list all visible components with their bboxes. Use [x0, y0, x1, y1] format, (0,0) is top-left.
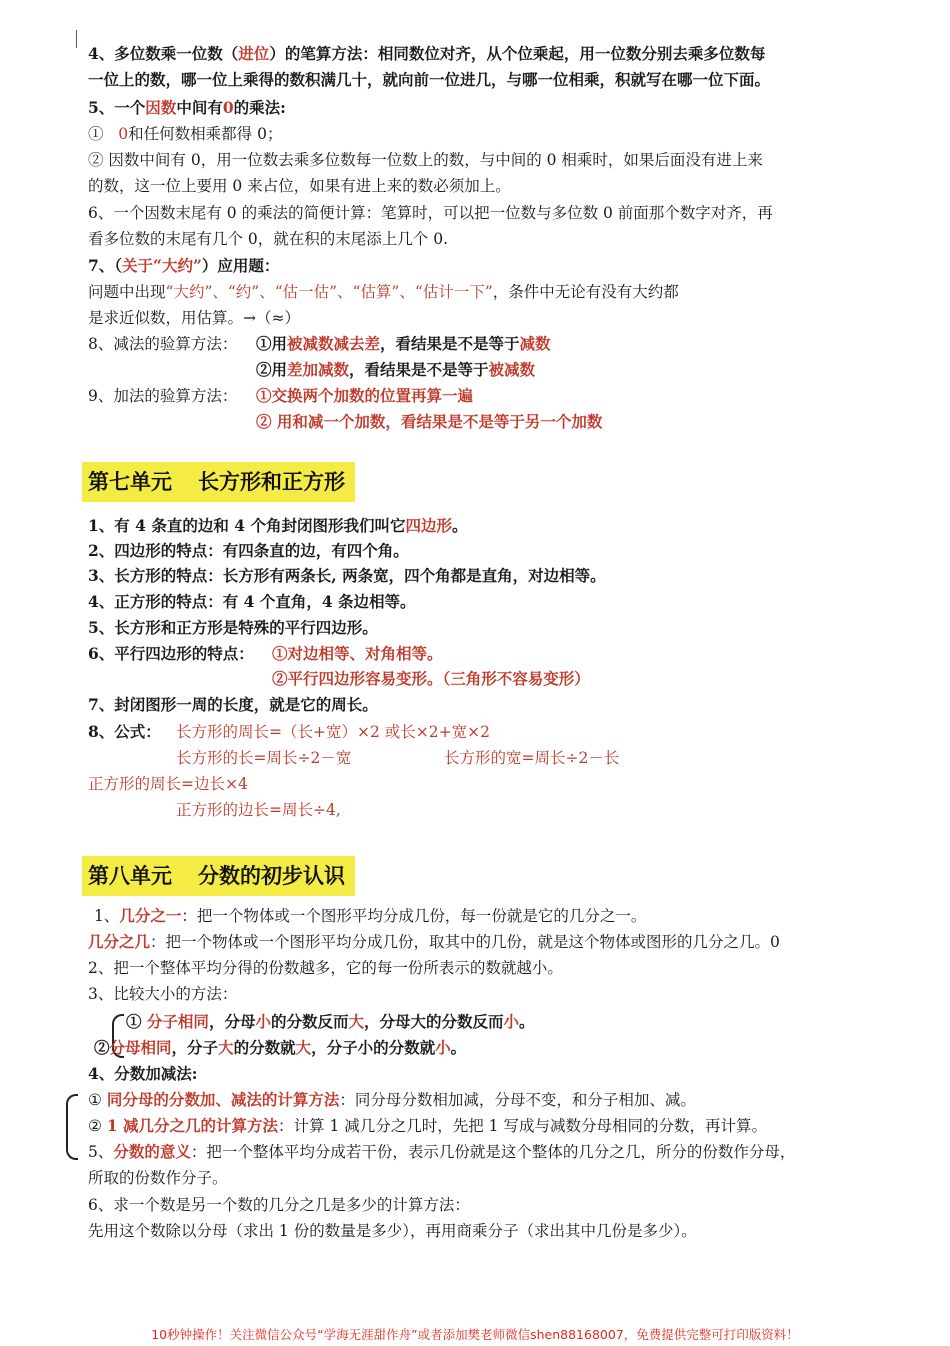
formula-square-perimeter: 正方形的周长=边长×4: [88, 775, 248, 793]
item-6-9-1: ①交换两个加数的位置再算一遍: [256, 386, 474, 405]
unit-7-heading: 第七单元 长方形和正方形: [82, 462, 355, 502]
item-7-2: 2、四边形的特点：有四条直的边，有四个角。: [88, 541, 409, 560]
item-6-7-cont2: 是求近似数，用估算。→（≈）: [88, 309, 300, 327]
item-7-5: 5、长方形和正方形是特殊的平行四边形。: [88, 618, 378, 637]
item-6-9-2: ② 用和减一个加数，看结果是不是等于另一个加数: [256, 412, 603, 431]
item-6-8-1: ①用被减数减去差，看结果是不是等于减数: [256, 334, 551, 353]
item-8-4-2: ② 1 减几分之几的计算方法：计算 1 减几分之几时，先把 1 写成与减数分母相同的分数，再计算。: [88, 1116, 767, 1135]
item-6-5: 5、一个因数中间有0的乘法:: [88, 98, 286, 117]
item-8-1: 1、几分之一：把一个物体或一个图形平均分成几份，每一份就是它的几分之一。: [94, 906, 647, 925]
item-6-4-cont: 一位上的数，哪一位上乘得的数积满几十，就向前一位进几，与哪一位相乘，积就写在哪一位下面。: [88, 70, 771, 89]
unit-8-heading: 第八单元 分数的初步认识: [82, 856, 355, 896]
formula-square-side: 正方形的边长=周长÷4,: [176, 801, 341, 819]
item-6-4: 4、多位数乘一位数（进位）的笔算方法：相同数位对齐，从个位乘起，用一位数分别去乘多位数每: [88, 44, 766, 63]
item-8-3-1: ① 分子相同，分母小的分数反而大，分母大的分数反而小。: [126, 1012, 535, 1031]
item-6-9: 9、加法的验算方法：: [88, 387, 238, 405]
item-7-8: 8、公式：: [88, 722, 161, 741]
item-8-6-cont: 先用这个数除以分母（求出 1 份的数量是多少），再用商乘分子（求出其中几份是多少）。: [88, 1222, 697, 1240]
item-7-3: 3、长方形的特点：长方形有两条长, 两条宽，四个角都是直角，对边相等。: [88, 566, 606, 585]
item-7-6-2: ②平行四边形容易变形。（三角形不容易变形）: [272, 669, 590, 688]
scan-mark: [76, 30, 80, 48]
item-6-6: 6、一个因数末尾有 0 的乘法的简便计算：笔算时，可以把一位数与多位数 0 前面那个数字对齐，再: [88, 204, 773, 222]
item-7-4: 4、正方形的特点：有 4 个直角，4 条边相等。: [88, 592, 416, 611]
item-8-2: 2、把一个整体平均分得的份数越多，它的每一份所表示的数就越小。: [88, 959, 563, 977]
item-8-5: 5、分数的意义：把一个整体平均分成若干份，表示几份就是这个整体的几分之几，所分的份数作分母，: [88, 1142, 796, 1161]
item-6-6-cont: 看多位数的末尾有几个 0，就在积的末尾添上几个 0.: [88, 230, 449, 248]
item-8-4-1: ① 同分母的分数加、减法的计算方法：同分母分数相加减，分母不变，和分子相加、减。: [88, 1090, 696, 1109]
item-8-6: 6、求一个数是另一个数的几分之几是多少的计算方法：: [88, 1196, 470, 1214]
formula-rect-perimeter: 长方形的周长=（长+宽）×2 或长×2+宽×2: [176, 723, 490, 741]
item-7-6: 6、平行四边形的特点：: [88, 644, 254, 663]
item-7-1: 1、有 4 条直的边和 4 个角封闭图形我们叫它四边形。: [88, 516, 468, 535]
item-8-1-cont: 几分之几：把一个物体或一个图形平均分成几份，取其中的几份，就是这个物体或图形的几分之几。0: [88, 932, 780, 951]
item-8-5-cont: 所取的份数作分子。: [88, 1169, 228, 1187]
item-6-5-2-cont: 的数，这一位上要用 0 来占位，如果有进上来的数必须加上。: [88, 177, 511, 195]
bracket-add-sub: [66, 1094, 78, 1160]
item-7-7: 7、封闭图形一周的长度，就是它的周长。: [88, 695, 378, 714]
item-7-6-1: ①对边相等、对角相等。: [272, 644, 443, 663]
item-6-8: 8、减法的验算方法：: [88, 335, 238, 353]
formula-rect-length: 长方形的长=周长÷2－宽: [176, 749, 352, 767]
item-6-8-2: ②用差加减数，看结果是不是等于被减数: [256, 360, 536, 379]
footer-promo-text: 10秒钟操作！关注微信公众号“学海无涯甜作舟”或者添加樊老师微信shen88168007，免费提供完整可打印版资料！: [151, 1327, 799, 1342]
item-8-3: 3、比较大小的方法：: [88, 985, 238, 1003]
item-6-5-1: ① 0和任何数相乘都得 0；: [88, 125, 283, 143]
formula-rect-width: 长方形的宽=周长÷2－长: [444, 749, 620, 767]
item-8-4: 4、分数加减法:: [88, 1064, 198, 1083]
item-6-7-cont: 问题中出现“大约”、“约”、“估一估”、“估算”、“估计一下”，条件中无论有没有大约都: [88, 283, 679, 301]
item-6-7: 7、（关于“大约”）应用题：: [88, 256, 280, 275]
item-8-3-2: ②分母相同，分子大的分数就大，分子小的分数就小。: [94, 1038, 467, 1057]
item-6-5-2: ② 因数中间有 0，用一位数去乘多位数每一位数上的数，与中间的 0 相乘时，如果后面没有进上来: [88, 151, 763, 169]
